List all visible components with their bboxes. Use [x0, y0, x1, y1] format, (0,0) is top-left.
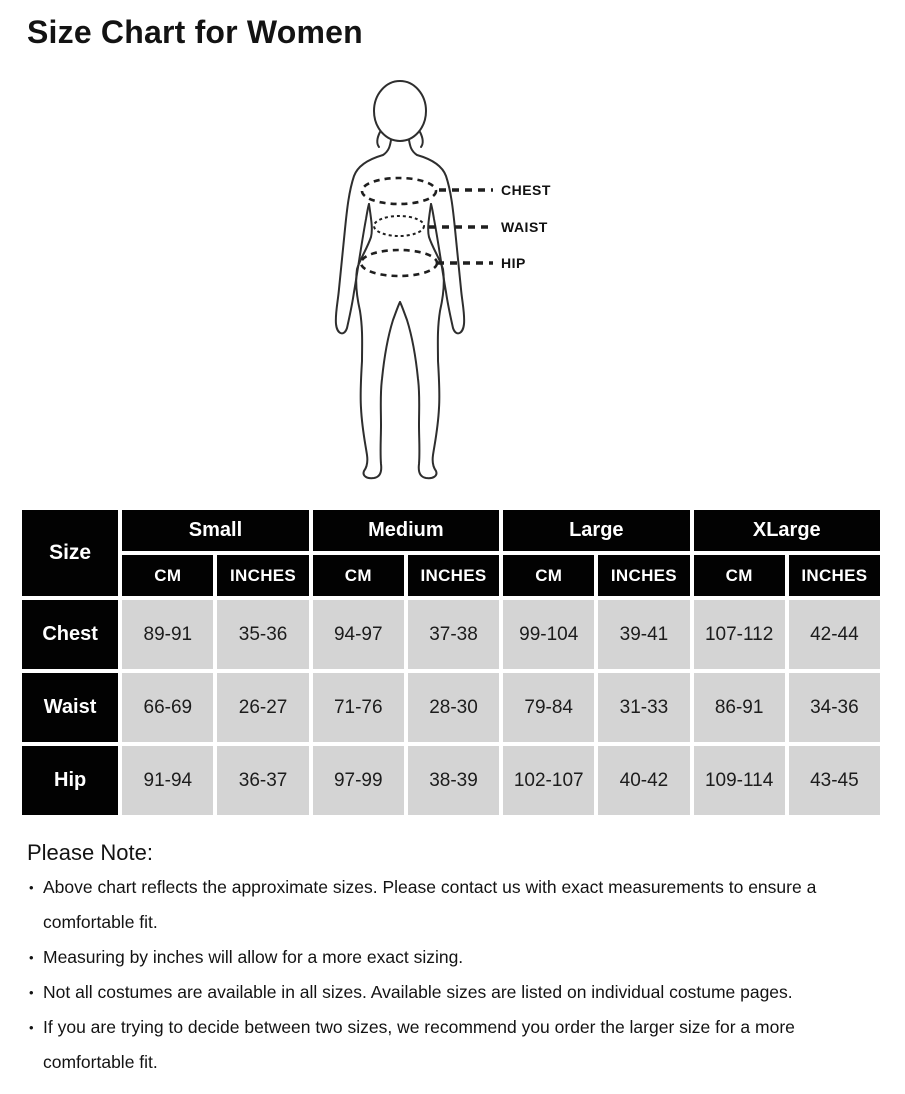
- table-cell: 26-27: [217, 673, 308, 742]
- waist-label: WAIST: [501, 219, 548, 235]
- unit-header-cm: CM: [122, 555, 213, 596]
- notes-heading: Please Note:: [27, 840, 153, 865]
- bullet-dot-icon: •: [29, 950, 34, 965]
- note-item: [29, 975, 891, 1010]
- note-text: Measuring by inches will allow for a more exact sizing.: [43, 947, 464, 967]
- note-item: [29, 870, 891, 940]
- bullet-dot-icon: •: [29, 880, 34, 895]
- table-row-hip: [22, 746, 880, 815]
- table-cell: 107-112: [694, 600, 785, 669]
- table-cell: 86-91: [694, 673, 785, 742]
- size-group-header-xlarge: XLarge: [694, 510, 880, 551]
- table-cell: 39-41: [598, 600, 689, 669]
- size-corner-header: Size: [22, 510, 118, 596]
- unit-header-cm: CM: [313, 555, 404, 596]
- row-label-waist: Waist: [22, 673, 118, 742]
- size-group-header-small: Small: [122, 510, 308, 551]
- table-cell: 71-76: [313, 673, 404, 742]
- page-title: Size Chart for Women: [27, 14, 363, 50]
- table-cell: 31-33: [598, 673, 689, 742]
- hip-measurement-ellipse: [361, 250, 437, 276]
- unit-header-cm: CM: [503, 555, 594, 596]
- unit-header-inches: INCHES: [217, 555, 308, 596]
- note-item: [29, 940, 891, 975]
- table-row-size-groups: [22, 510, 880, 551]
- table-cell: 89-91: [122, 600, 213, 669]
- note-text: Above chart reflects the approximate sizes. Please contact us with exact measurements to ensure a comfortable fit.: [43, 877, 817, 932]
- table-cell: 97-99: [313, 746, 404, 815]
- bullet-dot-icon: •: [29, 985, 34, 1000]
- table-cell: 38-39: [408, 746, 499, 815]
- unit-header-inches: INCHES: [408, 555, 499, 596]
- table-cell: 40-42: [598, 746, 689, 815]
- row-label-chest: Chest: [22, 600, 118, 669]
- table-row-waist: [22, 673, 880, 742]
- table-row-chest: [22, 600, 880, 669]
- note-text: Not all costumes are available in all sizes. Available sizes are listed on individual costume pages.: [43, 982, 793, 1002]
- figure-head: [374, 81, 426, 141]
- unit-header-inches: INCHES: [598, 555, 689, 596]
- unit-header-cm: CM: [694, 555, 785, 596]
- unit-header-inches: INCHES: [789, 555, 880, 596]
- table-cell: 35-36: [217, 600, 308, 669]
- size-group-header-large: Large: [503, 510, 689, 551]
- row-label-hip: Hip: [22, 746, 118, 815]
- table-cell: 91-94: [122, 746, 213, 815]
- table-cell: 109-114: [694, 746, 785, 815]
- hip-label: HIP: [501, 255, 526, 271]
- table-cell: 42-44: [789, 600, 880, 669]
- table-cell: 94-97: [313, 600, 404, 669]
- chest-measurement-ellipse: [362, 178, 436, 204]
- table-cell: 36-37: [217, 746, 308, 815]
- table-cell: 66-69: [122, 673, 213, 742]
- table-cell: 102-107: [503, 746, 594, 815]
- table-cell: 99-104: [503, 600, 594, 669]
- table-cell: 43-45: [789, 746, 880, 815]
- note-text: If you are trying to decide between two sizes, we recommend you order the larger size for a more comfortable fit.: [43, 1017, 795, 1072]
- table-cell: 37-38: [408, 600, 499, 669]
- size-group-header-medium: Medium: [313, 510, 499, 551]
- bullet-dot-icon: •: [29, 1020, 34, 1035]
- table-row-units: [22, 555, 880, 596]
- woman-figure-svg: [281, 78, 601, 490]
- table-cell: 34-36: [789, 673, 880, 742]
- note-item: [29, 1010, 891, 1080]
- notes-list: [0, 870, 905, 1080]
- size-chart-table: [18, 506, 884, 819]
- waist-measurement-ellipse: [374, 216, 424, 236]
- table-cell: 28-30: [408, 673, 499, 742]
- chest-label: CHEST: [501, 182, 551, 198]
- table-cell: 79-84: [503, 673, 594, 742]
- woman-measurement-diagram: [281, 78, 905, 490]
